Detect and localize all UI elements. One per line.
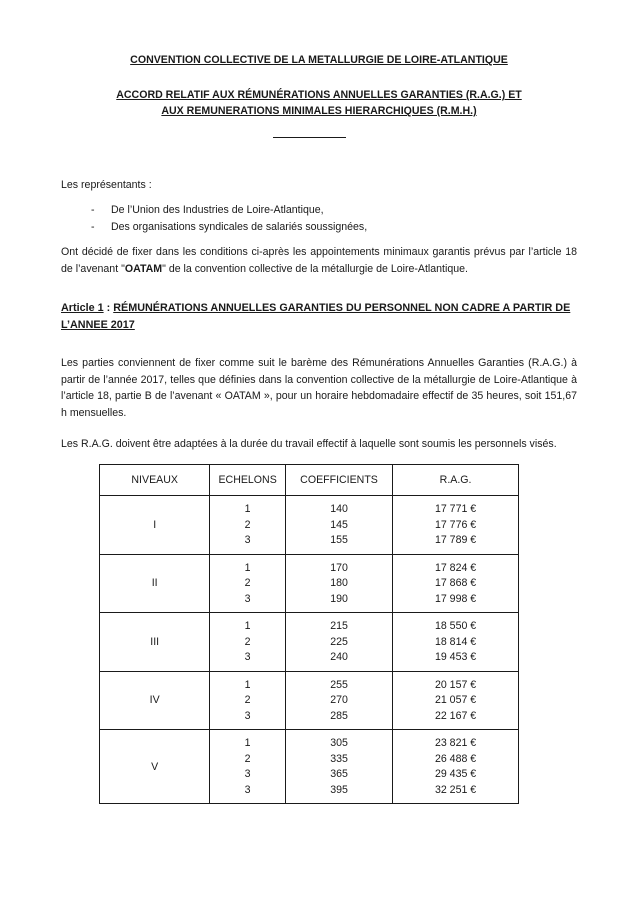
rag-value: 17 868 € — [434, 577, 477, 589]
cell-echelons-group — [210, 730, 285, 803]
rag-value: 19 453 € — [434, 651, 477, 663]
cell-rag-group — [393, 496, 518, 554]
representants-label: Les représentants : — [61, 179, 152, 191]
rag-value: 26 488 € — [434, 752, 477, 765]
coefficient-value: 155 — [330, 534, 348, 546]
table-header-row — [100, 465, 519, 496]
dash-bullet: - — [91, 204, 95, 216]
echelon-value: 1 — [244, 678, 251, 691]
cell-rag-group — [393, 730, 518, 803]
echelon-value: 1 — [244, 561, 251, 574]
list-item-text: De l’Union des Industries de Loire-Atlantique, — [111, 204, 324, 216]
cell-coefficients-group — [286, 555, 392, 613]
coefficient-value: 215 — [330, 620, 348, 632]
article-1-paragraph: Les parties conviennent de fixer comme suit le barème des Rémunérations Annuelles Garanties (R.A.G.) à partir de l’année 2017, telles que définies dans la convention collective de la métallurgie de Loire-Atlantique à l’article 18, partie B de l’avenant « OATAM », pour un horaire hebdomadaire effectif de 35 heures, soit 151,67 h mensuelles. — [61, 357, 577, 419]
echelon-value: 2 — [244, 635, 251, 648]
cell-coefficients — [285, 554, 392, 613]
decision-text-end: " de la convention collective de la métallurgie de Loire-Atlantique. — [162, 262, 468, 275]
table-row — [100, 554, 519, 613]
rag-table — [99, 464, 519, 804]
cell-coefficients — [285, 496, 392, 555]
rag-value: 17 789 € — [434, 534, 477, 546]
cell-coefficients-group — [286, 496, 392, 554]
cell-echelons — [210, 613, 286, 672]
cell-rag — [393, 496, 519, 555]
cell-niveau: II — [100, 554, 210, 613]
header-coefficients: COEFFICIENTS — [285, 465, 392, 496]
rag-value: 17 776 € — [434, 518, 477, 531]
cell-echelons — [210, 554, 286, 613]
cell-coefficients — [285, 671, 392, 730]
coefficient-value: 180 — [330, 577, 348, 589]
echelon-value: 1 — [244, 503, 251, 515]
dash-bullet: - — [91, 220, 95, 233]
cell-coefficients-group — [286, 672, 392, 730]
cell-niveau: V — [100, 730, 210, 804]
echelon-value: 2 — [244, 694, 251, 706]
document-title: CONVENTION COLLECTIVE DE LA METALLURGIE DE LOIRE-ATLANTIQUE — [130, 54, 508, 66]
cell-echelons-group — [210, 555, 285, 613]
rag-value: 29 435 € — [434, 768, 477, 780]
oatam-bold: OATAM — [124, 262, 163, 275]
rag-value: 23 821 € — [434, 737, 477, 749]
article-1-title: RÉMUNÉRATIONS ANNUELLES GARANTIES DU PERSONNEL NON CADRE A PARTIR DE L’ANNEE 2017 — [61, 302, 571, 331]
echelon-value: 3 — [244, 651, 251, 663]
coefficient-value: 395 — [330, 783, 348, 796]
table-row — [100, 671, 519, 730]
title-separator — [273, 137, 346, 138]
list-item — [91, 202, 367, 219]
header-rag: R.A.G. — [393, 465, 519, 496]
article-1-label: Article 1 — [61, 302, 104, 314]
article-1-heading — [61, 300, 577, 334]
article-1-note: Les R.A.G. doivent être adaptées à la durée du travail effectif à laquelle sont soumis les personnels visés. — [61, 438, 557, 450]
echelon-value: 1 — [244, 737, 251, 749]
cell-rag-group — [393, 613, 518, 671]
rag-value: 17 998 € — [434, 592, 477, 605]
coefficient-value: 225 — [330, 635, 348, 648]
echelon-value: 2 — [244, 518, 251, 531]
cell-coefficients — [285, 730, 392, 804]
cell-rag — [393, 730, 519, 804]
cell-niveau: I — [100, 496, 210, 555]
table-row — [100, 613, 519, 672]
rag-value: 22 167 € — [434, 709, 477, 722]
list-item-text: Des organisations syndicales de salariés soussignées, — [111, 220, 368, 233]
rag-value: 18 550 € — [434, 620, 477, 632]
echelon-value: 3 — [244, 534, 251, 546]
table-row — [100, 496, 519, 555]
cell-echelons — [210, 730, 286, 804]
echelon-value: 3 — [244, 592, 251, 605]
representants-list — [91, 202, 367, 235]
coefficient-value: 240 — [330, 651, 348, 663]
cell-niveau: III — [100, 613, 210, 672]
table-row — [100, 730, 519, 804]
rag-value: 17 824 € — [434, 561, 477, 574]
list-item — [91, 219, 367, 236]
rag-value: 18 814 € — [434, 635, 477, 648]
echelon-value: 3 — [244, 768, 251, 780]
article-1-separator: : — [103, 302, 114, 314]
rag-value: 17 771 € — [434, 503, 477, 515]
cell-echelons-group — [210, 496, 285, 554]
coefficient-value: 170 — [330, 561, 348, 574]
cell-rag-group — [393, 672, 518, 730]
cell-coefficients — [285, 613, 392, 672]
echelon-value: 3 — [244, 783, 251, 796]
echelon-value: 3 — [244, 709, 251, 722]
cell-rag-group — [393, 555, 518, 613]
cell-echelons — [210, 496, 286, 555]
coefficient-value: 190 — [330, 592, 348, 605]
rag-value: 20 157 € — [434, 678, 477, 691]
header-niveaux: NIVEAUX — [100, 465, 210, 496]
cell-rag — [393, 613, 519, 672]
agreement-title-line2: AUX REMUNERATIONS MINIMALES HIERARCHIQUES (R.M.H.) — [161, 105, 477, 117]
coefficient-value: 335 — [330, 752, 348, 765]
decision-text-start: Ont décidé de fixer dans les conditions ci-après les appointements minimaux garantis prévus par l’article 18 de l’avenant " — [61, 246, 577, 275]
cell-coefficients-group — [286, 730, 392, 803]
agreement-title-line1: ACCORD RELATIF AUX RÉMUNÉRATIONS ANNUELLES GARANTIES (R.A.G.) ET — [116, 89, 522, 101]
coefficient-value: 270 — [330, 694, 348, 706]
coefficient-value: 140 — [330, 503, 348, 515]
coefficient-value: 365 — [330, 768, 348, 780]
echelon-value: 2 — [244, 752, 251, 765]
cell-rag — [393, 671, 519, 730]
cell-coefficients-group — [286, 613, 392, 671]
cell-echelons-group — [210, 672, 285, 730]
coefficient-value: 145 — [330, 518, 348, 531]
cell-echelons-group — [210, 613, 285, 671]
table-body — [100, 496, 519, 804]
header-echelons: ECHELONS — [210, 465, 286, 496]
rag-value: 21 057 € — [434, 694, 477, 706]
cell-echelons — [210, 671, 286, 730]
rag-value: 32 251 € — [434, 783, 477, 796]
coefficient-value: 255 — [330, 678, 348, 691]
coefficient-value: 285 — [330, 709, 348, 722]
cell-niveau: IV — [100, 671, 210, 730]
echelon-value: 2 — [244, 577, 251, 589]
echelon-value: 1 — [244, 620, 251, 632]
coefficient-value: 305 — [330, 737, 348, 749]
cell-rag — [393, 554, 519, 613]
decision-paragraph — [61, 244, 577, 277]
